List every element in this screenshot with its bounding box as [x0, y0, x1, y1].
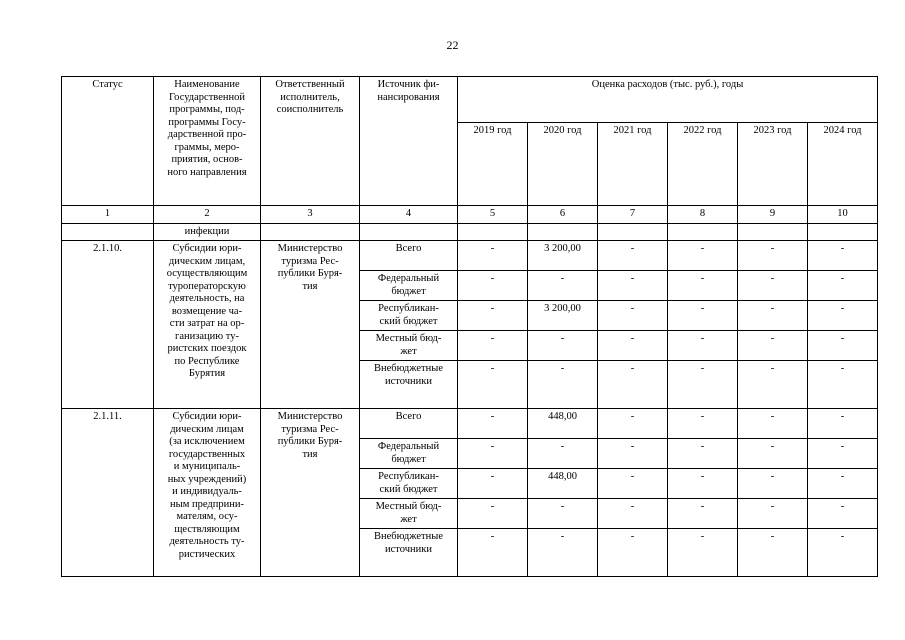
- funding-source: Федеральный бюджет: [360, 271, 458, 301]
- year-value: -: [668, 361, 738, 409]
- year-value: -: [598, 439, 668, 469]
- column-number: 10: [808, 206, 878, 224]
- year-value: -: [668, 529, 738, 577]
- column-number: 5: [458, 206, 528, 224]
- year-value: -: [668, 301, 738, 331]
- year-value: -: [668, 439, 738, 469]
- year-value: -: [808, 331, 878, 361]
- year-value: -: [458, 361, 528, 409]
- year-value: -: [458, 409, 528, 439]
- year-value: -: [598, 469, 668, 499]
- header-source: Источник фи- нансирования: [360, 77, 458, 206]
- year-value: -: [668, 331, 738, 361]
- year-value: -: [808, 361, 878, 409]
- year-value: -: [808, 469, 878, 499]
- year-value: -: [738, 241, 808, 271]
- column-number: 8: [668, 206, 738, 224]
- year-value: -: [668, 271, 738, 301]
- funding-source: Республикан- ский бюджет: [360, 301, 458, 331]
- header-year: 2021 год: [598, 123, 668, 206]
- continuation-cell: [360, 223, 458, 241]
- year-value: -: [808, 499, 878, 529]
- year-value: -: [458, 469, 528, 499]
- funding-source: Внебюджетные источники: [360, 529, 458, 577]
- year-value: -: [738, 361, 808, 409]
- funding-source: Федеральный бюджет: [360, 439, 458, 469]
- year-value: -: [458, 241, 528, 271]
- year-value: -: [528, 529, 598, 577]
- item-executor: Министерство туризма Рес- публики Буря- тия: [261, 241, 360, 409]
- year-value: -: [598, 409, 668, 439]
- continuation-cell: [738, 223, 808, 241]
- year-value: -: [458, 331, 528, 361]
- year-value: -: [598, 301, 668, 331]
- year-value: -: [738, 409, 808, 439]
- funding-source: Всего: [360, 409, 458, 439]
- year-value: -: [598, 241, 668, 271]
- header-row-1: [62, 77, 878, 123]
- item-status: 2.1.11.: [62, 409, 154, 577]
- year-value: -: [528, 331, 598, 361]
- year-value: -: [598, 361, 668, 409]
- header-year: 2019 год: [458, 123, 528, 206]
- continuation-cell: [458, 223, 528, 241]
- year-value: -: [808, 439, 878, 469]
- header-year: 2020 год: [528, 123, 598, 206]
- funding-source: Местный бюд- жет: [360, 331, 458, 361]
- year-value: -: [458, 271, 528, 301]
- year-value: -: [458, 439, 528, 469]
- year-value: -: [528, 499, 598, 529]
- year-value: -: [808, 271, 878, 301]
- budget-table: [61, 76, 878, 577]
- item-executor: Министерство туризма Рес- публики Буря- тия: [261, 409, 360, 577]
- year-value: -: [738, 529, 808, 577]
- header-status: Статус: [62, 77, 154, 206]
- funding-source: Всего: [360, 241, 458, 271]
- table-row: [62, 241, 878, 271]
- continuation-row: [62, 223, 878, 241]
- column-number: 9: [738, 206, 808, 224]
- year-value: -: [458, 301, 528, 331]
- year-value: -: [528, 361, 598, 409]
- continuation-cell: [808, 223, 878, 241]
- year-value: -: [528, 439, 598, 469]
- year-value: -: [668, 499, 738, 529]
- continuation-cell: [668, 223, 738, 241]
- year-value: -: [598, 271, 668, 301]
- column-number: 2: [154, 206, 261, 224]
- year-value: -: [598, 499, 668, 529]
- year-value: -: [458, 499, 528, 529]
- year-value: -: [668, 241, 738, 271]
- funding-source: Местный бюд- жет: [360, 499, 458, 529]
- year-value: -: [458, 529, 528, 577]
- continuation-cell: [528, 223, 598, 241]
- year-value: -: [668, 409, 738, 439]
- year-value: -: [738, 271, 808, 301]
- year-value: -: [738, 331, 808, 361]
- column-number: 7: [598, 206, 668, 224]
- header-expenses: Оценка расходов (тыс. руб.), годы: [458, 77, 878, 123]
- page-number: 22: [446, 38, 459, 52]
- year-value: -: [598, 331, 668, 361]
- year-value: 448,00: [528, 409, 598, 439]
- continuation-cell: [598, 223, 668, 241]
- year-value: 3 200,00: [528, 241, 598, 271]
- item-name: Субсидии юри- дическим лицам (за исключением государственных и муниципаль- ных учреждений) и индивидуаль- ным предприни- мателям, осу- ществляющим деятельность ту- ристических: [154, 409, 261, 577]
- column-number: 4: [360, 206, 458, 224]
- year-value: -: [738, 301, 808, 331]
- table-body: [62, 77, 878, 577]
- year-value: -: [808, 529, 878, 577]
- item-name: Субсидии юри- дическим лицам, осуществляющим туроператорскую деятельность, на возмещение ча- сти затрат на ор- ганизацию ту- ристских поездок по Республике Бурятия: [154, 241, 261, 409]
- column-number: 3: [261, 206, 360, 224]
- funding-source: Внебюджетные источники: [360, 361, 458, 409]
- column-number-row: [62, 206, 878, 224]
- year-value: -: [598, 529, 668, 577]
- year-value: -: [808, 241, 878, 271]
- year-value: -: [738, 439, 808, 469]
- header-executor: Ответственный исполнитель, соисполнитель: [261, 77, 360, 206]
- item-status: 2.1.10.: [62, 241, 154, 409]
- column-number: 1: [62, 206, 154, 224]
- year-value: -: [668, 469, 738, 499]
- continuation-cell: [62, 223, 154, 241]
- continuation-cell: [261, 223, 360, 241]
- table-row: [62, 409, 878, 439]
- year-value: -: [738, 499, 808, 529]
- header-year: 2022 год: [668, 123, 738, 206]
- header-year: 2024 год: [808, 123, 878, 206]
- header-year: 2023 год: [738, 123, 808, 206]
- year-value: -: [528, 271, 598, 301]
- funding-source: Республикан- ский бюджет: [360, 469, 458, 499]
- header-name: Наименование Государственной программы, под- программы Госу- дарственной про- граммы, меро- приятия, основ- ного направления: [154, 77, 261, 206]
- year-value: -: [808, 301, 878, 331]
- column-number: 6: [528, 206, 598, 224]
- year-value: 448,00: [528, 469, 598, 499]
- continuation-text: инфекции: [154, 223, 261, 241]
- year-value: 3 200,00: [528, 301, 598, 331]
- year-value: -: [738, 469, 808, 499]
- year-value: -: [808, 409, 878, 439]
